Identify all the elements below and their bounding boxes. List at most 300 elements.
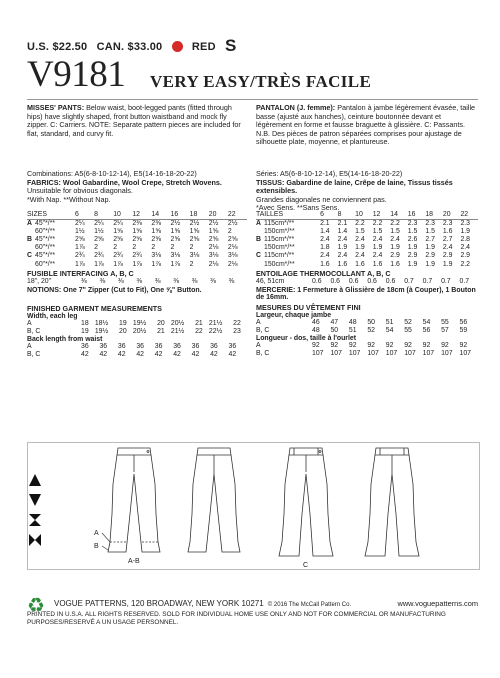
en-interfacing-title: FUSIBLE INTERFACING A, B, C bbox=[27, 268, 134, 278]
yardage-cell: 1⅝ bbox=[170, 228, 181, 236]
yardage-cell: 2.4 bbox=[337, 252, 348, 260]
yardage-cell: 1⅞ bbox=[74, 260, 85, 268]
measure-cell: 56 bbox=[422, 326, 431, 334]
yardage-cell: 2.9 bbox=[442, 252, 453, 260]
label-c: C bbox=[303, 562, 309, 568]
size-cell: 20 bbox=[209, 211, 228, 220]
footer-line bbox=[54, 599, 478, 608]
measure-cell: 20½ bbox=[132, 327, 147, 335]
measure-cell: 21 bbox=[195, 319, 203, 327]
yardage-cell: 1⅞ bbox=[151, 260, 162, 268]
yardage-cell: 1.9 bbox=[407, 244, 418, 252]
measure-cell: 36 bbox=[191, 342, 200, 350]
fr-notions bbox=[256, 287, 478, 301]
measure-cell: 36 bbox=[210, 342, 218, 350]
size-cell: 6 bbox=[75, 211, 94, 220]
size-cell: 10 bbox=[113, 211, 132, 220]
yardage-cell: 1.6 bbox=[390, 260, 400, 268]
yardage-cell: 1.9 bbox=[407, 260, 418, 268]
measure-cell: 0.7 bbox=[404, 277, 414, 285]
yardage-cell: 1½ bbox=[94, 228, 104, 236]
view-cell bbox=[27, 261, 35, 269]
measure-cell: 107 bbox=[330, 350, 342, 358]
triangle-down-icon bbox=[28, 493, 42, 507]
measure-cell: 36 bbox=[117, 342, 126, 350]
yardage-cell: 1.6 bbox=[337, 260, 348, 268]
yardage-cell: 1⅝ bbox=[151, 228, 162, 236]
yardage-cell: 2¾ bbox=[74, 252, 85, 260]
measure-cell: 36 bbox=[173, 342, 181, 350]
measure-cell: 92 bbox=[348, 341, 357, 349]
fr-fabrics: TISSUS: Gabardine de laine, Crêpe de laine, Tissus tissés extensibles. bbox=[256, 177, 453, 196]
measure-cell: 107 bbox=[312, 350, 324, 358]
measure-cell: 48 bbox=[312, 326, 320, 334]
yardage-cell: 1.5 bbox=[407, 228, 418, 236]
yardage-cell: 1.9 bbox=[390, 244, 400, 252]
header-rule bbox=[27, 99, 478, 100]
yardage-cell: 2.2 bbox=[355, 220, 365, 228]
yardage-cell: 2.6 bbox=[407, 236, 418, 244]
measure-cell: 51 bbox=[385, 318, 394, 326]
fabric-width-cell: 60"*/** bbox=[35, 228, 56, 236]
measure-cell: 22 bbox=[233, 319, 241, 327]
yardage-cell: 2 bbox=[189, 244, 194, 252]
measure-cell: 0.7 bbox=[441, 277, 451, 285]
measure-cell: 21 bbox=[157, 327, 165, 335]
measure-cell: 92 bbox=[367, 341, 375, 349]
measure-cell: 36 bbox=[228, 342, 237, 350]
fr-nap: *Avec Sens. **Sans Sens. bbox=[256, 203, 340, 213]
size-cell: 10 bbox=[355, 211, 373, 220]
measure-cell: 92 bbox=[330, 341, 339, 349]
yardage-row bbox=[27, 261, 247, 269]
view-cell: A bbox=[256, 341, 261, 349]
yardage-cell: 1.9 bbox=[442, 260, 453, 268]
measure-cell: 52 bbox=[367, 326, 375, 334]
measure-cell: 18½ bbox=[94, 319, 109, 327]
view-cell: C bbox=[27, 252, 32, 260]
fr-notions-text: MERCERIE: 1 Fermeture à Glissière de 18cm (à Couper), 1 Bouton de 16mm. bbox=[256, 286, 476, 301]
yardage-cell: 3⅛ bbox=[227, 252, 238, 260]
measure-cell: 19 bbox=[119, 319, 127, 327]
yardage-cell: 2.4 bbox=[320, 252, 330, 260]
measure-cell: 47 bbox=[330, 318, 339, 326]
measure-cell: 92 bbox=[422, 341, 431, 349]
measure-cell: 92 bbox=[385, 341, 394, 349]
measure-cell: 54 bbox=[422, 318, 431, 326]
yardage-cell: 1.9 bbox=[425, 260, 435, 268]
en-interfacing-table bbox=[27, 278, 247, 286]
measure-cell: ⅜ bbox=[117, 277, 124, 285]
yardage-cell: 2.2 bbox=[372, 220, 383, 228]
measure-cell: 107 bbox=[348, 350, 361, 358]
measure-row bbox=[256, 278, 478, 286]
yardage-cell: 2 bbox=[94, 244, 98, 252]
label-ab: A-B bbox=[128, 558, 140, 565]
yardage-cell: 1⅝ bbox=[208, 228, 219, 236]
yardage-cell: 1.9 bbox=[460, 228, 471, 236]
yardage-cell: 3⅛ bbox=[208, 252, 219, 260]
measure-cell: 52 bbox=[404, 318, 412, 326]
yardage-cell: 2⅝ bbox=[189, 236, 200, 244]
measure-cell: 36 bbox=[81, 342, 89, 350]
fabric-width-cell: 150cm*/** bbox=[264, 260, 295, 268]
yardage-cell: 1⅞ bbox=[170, 260, 181, 268]
measure-cell: 107 bbox=[385, 350, 398, 358]
fabric-width-cell: 60"*/** bbox=[35, 260, 56, 268]
yardage-cell: 2.1 bbox=[320, 220, 330, 228]
view-cell: A bbox=[256, 318, 261, 326]
measure-cell: 54 bbox=[385, 326, 394, 334]
measure-row bbox=[256, 327, 478, 335]
yardage-cell: 2⅜ bbox=[132, 220, 142, 228]
yardage-cell: 2⅝ bbox=[151, 236, 162, 244]
en-description bbox=[27, 104, 247, 138]
yardage-cell: 2.3 bbox=[442, 220, 453, 228]
yardage-cell: 2.3 bbox=[460, 220, 471, 228]
view-cell: B, C bbox=[27, 351, 41, 359]
yardage-cell: 1.6 bbox=[442, 228, 453, 236]
yardage-cell: 2.8 bbox=[460, 236, 471, 244]
fr-finished-title: MESURES DU VÊTEMENT FINI bbox=[256, 302, 361, 312]
en-yardage-table bbox=[27, 211, 247, 269]
measure-cell: 18 bbox=[81, 319, 89, 327]
size-cell: 12 bbox=[132, 211, 151, 220]
yardage-cell: 2.7 bbox=[442, 236, 453, 244]
yardage-cell: 2.2 bbox=[460, 260, 471, 268]
yardage-cell: 2 bbox=[151, 244, 156, 252]
yardage-cell: 1.9 bbox=[425, 244, 435, 252]
yardage-row bbox=[27, 244, 247, 252]
measure-cell: 22 bbox=[195, 327, 203, 335]
label-a: A bbox=[94, 530, 99, 537]
size-cell: 14 bbox=[151, 211, 170, 220]
measure-cell: ⅜ bbox=[228, 277, 235, 285]
yardage-cell: 2¼ bbox=[94, 220, 104, 228]
yardage-cell: 2.9 bbox=[407, 252, 418, 260]
yardage-cell: 2⅝ bbox=[113, 236, 123, 244]
measure-row bbox=[256, 319, 478, 327]
yardage-cell: 1⅞ bbox=[94, 260, 104, 268]
fr-interfacing-table bbox=[256, 278, 478, 286]
fabric-width-cell: 60"*/** bbox=[35, 244, 56, 252]
measure-row bbox=[27, 278, 247, 286]
measure-cell: 0.6 bbox=[367, 277, 377, 285]
yardage-cell: 1.5 bbox=[372, 228, 383, 236]
yardage-cell: 2⅝ bbox=[132, 236, 142, 244]
measure-cell: 48 bbox=[348, 318, 357, 326]
view-cell: A bbox=[256, 220, 261, 228]
view-cell: B, C bbox=[256, 350, 270, 358]
measure-cell: 0.6 bbox=[330, 277, 341, 285]
measure-cell: 19½ bbox=[94, 327, 109, 335]
footer-website: www.voguepatterns.com bbox=[397, 599, 478, 608]
yardage-cell: 1.8 bbox=[320, 244, 330, 252]
fr-combos: Séries: A5(6-8-10-12-14), E5(14-16-18-20-22) bbox=[256, 169, 403, 178]
size-cell: 8 bbox=[94, 211, 113, 220]
yardage-cell: 2¼ bbox=[74, 220, 85, 228]
fr-length-table bbox=[256, 342, 478, 358]
color-label: RED bbox=[191, 41, 216, 53]
us-price: U.S. $22.50 bbox=[27, 41, 88, 53]
measure-cell: ⅜ bbox=[210, 277, 216, 285]
measure-cell: 92 bbox=[312, 341, 320, 349]
red-dot-icon bbox=[172, 41, 183, 52]
measure-cell: ⅜ bbox=[191, 277, 198, 285]
measure-row bbox=[27, 320, 247, 328]
measure-cell: 42 bbox=[117, 351, 126, 359]
fr-desc-title: PANTALON (J. femme): bbox=[256, 103, 336, 112]
measure-cell: 42 bbox=[154, 351, 163, 359]
yardage-cell: 2.4 bbox=[355, 236, 365, 244]
view-cell: B bbox=[27, 236, 32, 244]
yardage-cell: 2 bbox=[170, 244, 175, 252]
yardage-row bbox=[256, 252, 478, 260]
measure-cell: 57 bbox=[441, 326, 449, 334]
shape-markers bbox=[28, 473, 44, 563]
measure-cell: 50 bbox=[367, 318, 375, 326]
yardage-cell: 1⅞ bbox=[132, 260, 142, 268]
measure-row bbox=[27, 351, 247, 359]
yardage-row bbox=[256, 244, 478, 252]
en-combos: Combinations: A5(6-8-10-12-14), E5(14-16-18-20-22) bbox=[27, 169, 197, 178]
recycle-icon: ♻ bbox=[27, 595, 45, 617]
yardage-cell: 1⅝ bbox=[189, 228, 200, 236]
yardage-cell: 1.9 bbox=[337, 244, 348, 252]
view-cell: A bbox=[27, 220, 32, 228]
yardage-cell: 1⅞ bbox=[113, 260, 123, 268]
yardage-cell: 1.5 bbox=[425, 228, 435, 236]
yardage-cell: 1.5 bbox=[390, 228, 400, 236]
measure-cell: 92 bbox=[404, 341, 412, 349]
measure-cell: 42 bbox=[210, 351, 218, 359]
measure-cell: ⅜ bbox=[173, 277, 179, 285]
yardage-cell: 1.5 bbox=[355, 228, 365, 236]
difficulty-label: VERY EASY/TRÈS FACILE bbox=[150, 72, 372, 91]
measure-cell: 23 bbox=[233, 327, 241, 335]
fabric-width-cell: 115cm*/** bbox=[264, 252, 295, 260]
size-cell: 8 bbox=[338, 211, 356, 220]
measure-row bbox=[27, 343, 247, 351]
yardage-row bbox=[27, 252, 247, 260]
measure-cell: 50 bbox=[330, 326, 339, 334]
can-price: CAN. $33.00 bbox=[96, 41, 163, 53]
measure-cell: 42 bbox=[173, 351, 181, 359]
yardage-cell: 2⅝ bbox=[94, 236, 104, 244]
yardage-cell: 2.9 bbox=[425, 252, 435, 260]
en-desc-text: Below waist, boot-legged pants (fitted through hips) have slightly shaped, front button waistband and mock fly zipper. C: Carriers. NOTE: Separate pattern pieces are included for flat, standard, and curvy fit. bbox=[27, 103, 241, 138]
yardage-cell: 3⅛ bbox=[151, 252, 162, 260]
yardage-cell: 2.9 bbox=[390, 252, 400, 260]
size-cell: 14 bbox=[390, 211, 408, 220]
measure-cell: 21½ bbox=[170, 327, 185, 335]
yardage-cell: 2.4 bbox=[460, 244, 471, 252]
view-cell bbox=[256, 244, 264, 252]
en-length-table bbox=[27, 343, 247, 359]
triangle-up-icon bbox=[28, 473, 42, 487]
yardage-cell: 2⅝ bbox=[227, 236, 238, 244]
measure-cell: 42 bbox=[136, 351, 144, 359]
measure-cell: 36 bbox=[99, 342, 108, 350]
yardage-cell: 2⅜ bbox=[151, 220, 162, 228]
en-length-label: Back length from waist bbox=[27, 335, 103, 343]
yardage-cell: 1⅝ bbox=[132, 228, 142, 236]
view-cell: B, C bbox=[27, 327, 41, 335]
size-cell: 18 bbox=[190, 211, 209, 220]
yardage-row bbox=[27, 228, 247, 236]
measure-cell: ⅜ bbox=[154, 277, 161, 285]
en-nap: *With Nap. **Without Nap. bbox=[27, 194, 111, 204]
yardage-cell: 2⅛ bbox=[208, 260, 219, 268]
measure-cell: 107 bbox=[441, 350, 453, 358]
yardage-cell: 2.3 bbox=[425, 220, 435, 228]
footer-address: VOGUE PATTERNS, 120 BROADWAY, NEW YORK 10271 bbox=[54, 599, 264, 608]
measure-cell: 92 bbox=[441, 341, 449, 349]
yardage-cell: 1⅝ bbox=[113, 228, 123, 236]
measure-cell: 42 bbox=[99, 351, 108, 359]
yardage-row bbox=[256, 261, 478, 269]
measure-cell: 55 bbox=[441, 318, 449, 326]
measure-cell: 22½ bbox=[208, 327, 223, 335]
yardage-cell: 2.7 bbox=[425, 236, 435, 244]
label-b: B bbox=[94, 543, 99, 550]
yardage-row bbox=[27, 220, 247, 229]
size-cell: 22 bbox=[228, 211, 247, 220]
measure-cell: 107 bbox=[459, 350, 471, 358]
measure-cell: ⅜ bbox=[136, 277, 143, 285]
yardage-cell: 2¼ bbox=[113, 220, 123, 228]
en-fabric-info bbox=[27, 170, 247, 204]
measure-cell: 51 bbox=[348, 326, 357, 334]
yardage-cell: 2¾ bbox=[132, 252, 142, 260]
yardage-cell: 2.1 bbox=[337, 220, 348, 228]
measure-cell: 42 bbox=[191, 351, 200, 359]
measure-cell: 59 bbox=[459, 326, 468, 334]
yardage-cell: 2½ bbox=[170, 220, 181, 228]
size-cell: 6 bbox=[320, 211, 338, 220]
fr-yardage-table bbox=[256, 211, 478, 269]
yardage-cell: 2.4 bbox=[320, 236, 330, 244]
measure-cell: ⅜ bbox=[99, 277, 106, 285]
yardage-cell: 2.9 bbox=[460, 252, 471, 260]
measure-row bbox=[27, 328, 247, 336]
view-cell: 46, 51cm bbox=[256, 277, 285, 285]
en-width-table bbox=[27, 320, 247, 336]
fabric-width-cell: 115cm*/** bbox=[264, 220, 295, 228]
fabric-width-cell: 150cm*/** bbox=[264, 228, 295, 236]
fr-width-label: Largeur, chaque jambe bbox=[256, 311, 332, 319]
view-cell: 18", 20" bbox=[27, 277, 52, 285]
measure-cell: 36 bbox=[136, 342, 144, 350]
fr-length-label: Longueur - dos, taille à l'ourlet bbox=[256, 334, 357, 342]
yardage-cell: 2.4 bbox=[372, 236, 383, 244]
yardage-cell: 1.9 bbox=[355, 244, 365, 252]
fr-tables bbox=[256, 211, 478, 358]
size-cell: 16 bbox=[171, 211, 190, 220]
sizes-label: TAILLES bbox=[256, 211, 320, 220]
view-cell: C bbox=[256, 252, 261, 260]
en-desc-title: MISSES' PANTS: bbox=[27, 103, 85, 112]
fabric-width-cell: 45"*/** bbox=[35, 220, 56, 228]
fr-fabric-info bbox=[256, 170, 478, 213]
measure-cell: 0.6 bbox=[312, 277, 322, 285]
yardage-row bbox=[256, 236, 478, 244]
fabric-width-cell: 115cm*/** bbox=[264, 236, 295, 244]
measure-cell: ⅜ bbox=[81, 277, 87, 285]
view-cell bbox=[256, 261, 264, 269]
measure-cell: 42 bbox=[81, 351, 89, 359]
yardage-cell: 2⅝ bbox=[74, 236, 85, 244]
yardage-cell: 2.4 bbox=[337, 236, 348, 244]
measure-row bbox=[256, 350, 478, 358]
fr-description bbox=[256, 104, 478, 147]
size-cell: 22 bbox=[460, 211, 478, 220]
fabric-width-cell: 45"*/** bbox=[35, 252, 56, 260]
yardage-cell: 2¾ bbox=[94, 252, 104, 260]
yardage-cell: 2.4 bbox=[372, 252, 383, 260]
fr-desc-text: Pantalon à jambe légèrement évasée, taille basse (ajusté aux hanches), ceinture boutonnée devant et légèrement en forme et fausse braguette à glissière. C: Passants. N.B. Des pièces de patron séparées comprises pour ajustage de silhouette plate, moyenne, et plantureuse. bbox=[256, 103, 476, 147]
view-cell bbox=[256, 228, 264, 236]
view-cell: A bbox=[27, 319, 32, 327]
pants-front-c-drawing bbox=[279, 448, 333, 556]
pants-back-drawing bbox=[188, 448, 240, 552]
yardage-row bbox=[256, 228, 478, 236]
measure-cell: 21½ bbox=[208, 319, 223, 327]
yardage-cell: 1.9 bbox=[372, 244, 383, 252]
size-cell: 12 bbox=[373, 211, 391, 220]
measure-cell: 19 bbox=[81, 327, 89, 335]
fr-width-table bbox=[256, 319, 478, 335]
view-cell bbox=[27, 228, 35, 236]
size-cell: 20 bbox=[443, 211, 461, 220]
en-finished-title: FINISHED GARMENT MEASUREMENTS bbox=[27, 303, 162, 313]
yardage-cell: 2.4 bbox=[442, 244, 453, 252]
hourglass-icon bbox=[28, 513, 42, 527]
measure-cell: 0.6 bbox=[385, 277, 396, 285]
yardage-cell: 1.6 bbox=[320, 260, 330, 268]
yardage-cell: 1⅞ bbox=[74, 244, 85, 252]
yardage-cell: 2½ bbox=[208, 220, 219, 228]
measure-cell: 20 bbox=[157, 319, 165, 327]
view-cell bbox=[27, 244, 35, 252]
footer-legal: PRINTED IN U.S.A. ALL RIGHTS RESERVED. SOLD FOR INDIVIDUAL HOME USE ONLY AND NOT FOR COMMERCIAL OR MANUFACTURING PURPOSES/RESERVÉ A UN USAGE PERSONNEL. bbox=[27, 611, 446, 626]
yardage-cell: 2½ bbox=[189, 220, 200, 228]
view-cell: B bbox=[256, 236, 261, 244]
measure-cell: 107 bbox=[422, 350, 435, 358]
view-cell: B, C bbox=[256, 326, 270, 334]
size-cell: 18 bbox=[425, 211, 443, 220]
pants-back-c-drawing bbox=[365, 448, 419, 556]
sizes-row bbox=[27, 211, 247, 220]
fabric-width-cell: 150cm*/** bbox=[264, 244, 295, 252]
yardage-cell: 2 bbox=[227, 228, 232, 236]
yardage-cell: 1.4 bbox=[320, 228, 330, 236]
fabric-width-cell: 45"*/** bbox=[35, 236, 56, 244]
size-cell: 16 bbox=[408, 211, 426, 220]
fr-interfacing-title: ENTOILAGE THERMOCOLLANT A, B, C bbox=[256, 268, 391, 278]
yardage-cell: 1½ bbox=[74, 228, 85, 236]
yardage-cell: 2 bbox=[189, 260, 194, 268]
yardage-cell: 3⅛ bbox=[189, 252, 200, 260]
pattern-number: V9181 bbox=[27, 54, 126, 95]
measure-cell: 19½ bbox=[132, 319, 147, 327]
yardage-cell: 2.4 bbox=[390, 236, 400, 244]
yardage-cell: 2⅛ bbox=[227, 244, 238, 252]
yardage-row bbox=[256, 220, 478, 229]
measure-cell: 0.7 bbox=[459, 277, 470, 285]
measure-cell: 20½ bbox=[170, 319, 185, 327]
pants-technical-drawings bbox=[50, 444, 478, 568]
